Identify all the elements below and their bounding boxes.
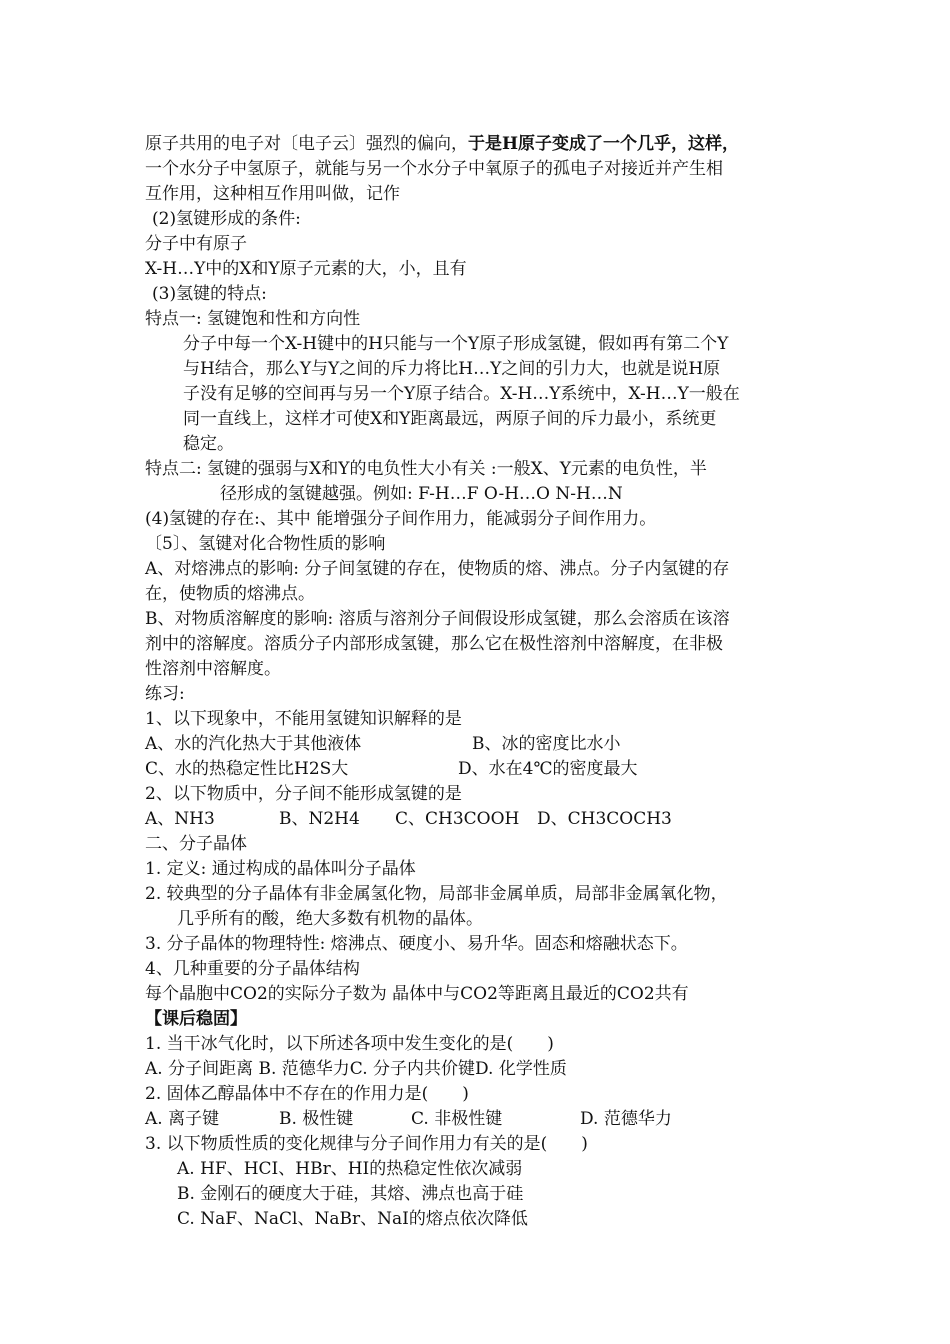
section-heading: (4)氢键的存在:、其中 能增强分子间作用力，能减弱分子间作用力。 xyxy=(145,509,657,529)
option-row: A. 分子间距离 B. 范德华力C. 分子内共价键D. 化学性质 xyxy=(145,1059,567,1079)
paragraph-line: 与H结合，那么Y与Y之间的斥力将比H…Y之间的引力大，也就是说H原 xyxy=(183,359,721,379)
option: D. 范德华力 xyxy=(580,1109,672,1129)
option: C、CH3COOH xyxy=(395,809,520,829)
option: A、水的汽化热大于其他液体 xyxy=(145,734,362,754)
paragraph-line: 互作用，这种相互作用叫做，记作 xyxy=(145,184,400,204)
question: 3. 以下物质性质的变化规律与分子间作用力有关的是( ) xyxy=(145,1134,588,1154)
option: A. 离子键 xyxy=(145,1109,220,1129)
paragraph-line: 3. 分子晶体的物理特性: 熔沸点、硬度小、易升华。固态和熔融状态下。 xyxy=(145,934,688,954)
option: C、水的热稳定性比H2S大 xyxy=(145,759,349,779)
paragraph-line: 性溶剂中溶解度。 xyxy=(145,659,281,679)
paragraph-line: A、对熔沸点的影响: 分子间氢键的存在，使物质的熔、沸点。分子内氢键的存 xyxy=(145,559,730,579)
question: 2、以下物质中，分子间不能形成氢键的是 xyxy=(145,784,462,804)
option: D、CH3COCH3 xyxy=(537,809,672,829)
section-heading: (3)氢键的特点: xyxy=(152,284,267,304)
text-span: 原子共用的电子对〔电子云〕强烈的偏向， xyxy=(145,134,468,154)
paragraph-line: 分子中有原子 xyxy=(145,234,247,254)
practice-heading: 练习: xyxy=(145,684,185,704)
paragraph-line: 一个水分子中氢原子，就能与另一个水分子中氧原子的孤电子对接近并产生相 xyxy=(145,159,723,179)
paragraph-line: 2. 较典型的分子晶体有非金属氢化物，局部非金属单质，局部非金属氧化物， xyxy=(145,884,728,904)
review-heading: 【课后稳固】 xyxy=(145,1009,247,1029)
section-heading: 二、分子晶体 xyxy=(145,834,247,854)
question: 1、以下现象中，不能用氢键知识解释的是 xyxy=(145,709,462,729)
section-heading: (2)氢键形成的条件: xyxy=(152,209,301,229)
paragraph-line: X-H…Y中的X和Y原子元素的大，小，且有 xyxy=(145,259,467,279)
paragraph-line: 分子中每一个X-H键中的H只能与一个Y原子形成氢键，假如再有第二个Y xyxy=(183,334,729,354)
option: D、水在4℃的密度最大 xyxy=(458,759,638,779)
paragraph-line: B、对物质溶解度的影响: 溶质与溶剂分子间假设形成氢键，那么会溶质在该溶 xyxy=(145,609,730,629)
bold-text: 于是H原子变成了一个几乎 xyxy=(468,134,672,154)
option: B、冰的密度比水小 xyxy=(472,734,621,754)
paragraph-line: 剂中的溶解度。溶质分子内部形成氢键，那么它在极性溶剂中溶解度，在非极 xyxy=(145,634,723,654)
paragraph-line: 在，使物质的熔沸点。 xyxy=(145,584,315,604)
paragraph-line: 每个晶胞中CO2的实际分子数为 晶体中与CO2等距离且最近的CO2共有 xyxy=(145,984,689,1004)
paragraph-line: 径形成的氢键越强。例如: F-H…F O-H…O N-H…N xyxy=(220,484,623,504)
option: A、NH3 xyxy=(145,809,215,829)
option: B. 金刚石的硬度大于硅，其熔、沸点也高于硅 xyxy=(177,1184,524,1204)
paragraph-line: 1. 定义: 通过构成的晶体叫分子晶体 xyxy=(145,859,416,879)
feature-title: 特点一: 氢键饱和性和方向性 xyxy=(145,309,361,329)
paragraph-line: 4、几种重要的分子晶体结构 xyxy=(145,959,360,979)
paragraph-line: 稳定。 xyxy=(183,434,234,454)
option: A. HF、HCI、HBr、HI的热稳定性依次减弱 xyxy=(177,1159,523,1179)
option: C. 非极性键 xyxy=(411,1109,503,1129)
option: C. NaF、NaCl、NaBr、NaI的熔点依次降低 xyxy=(177,1209,528,1229)
paragraph-line: 子没有足够的空间再与另一个Y原子结合。X-H…Y系统中，X-H…Y一般在 xyxy=(183,384,740,404)
section-heading: 〔5〕、氢键对化合物性质的影响 xyxy=(145,534,386,554)
feature-title: 特点二: 氢键的强弱与X和Y的电负性大小有关 :一般X、Y元素的电负性，半 xyxy=(145,459,707,479)
paragraph-line: 几乎所有的酸，绝大多数有机物的晶体。 xyxy=(177,909,483,929)
option: B. 极性键 xyxy=(279,1109,354,1129)
option: B、N2H4 xyxy=(279,809,360,829)
paragraph-line: 同一直线上，这样才可使X和Y距离最远，两原子间的斥力最小，系统更 xyxy=(183,409,717,429)
question: 1. 当干冰气化时，以下所述各项中发生变化的是( ) xyxy=(145,1034,554,1054)
question: 2. 固体乙醇晶体中不存在的作用力是( ) xyxy=(145,1084,469,1104)
text-span: ，这样， xyxy=(671,134,740,154)
paragraph-line xyxy=(145,132,739,156)
